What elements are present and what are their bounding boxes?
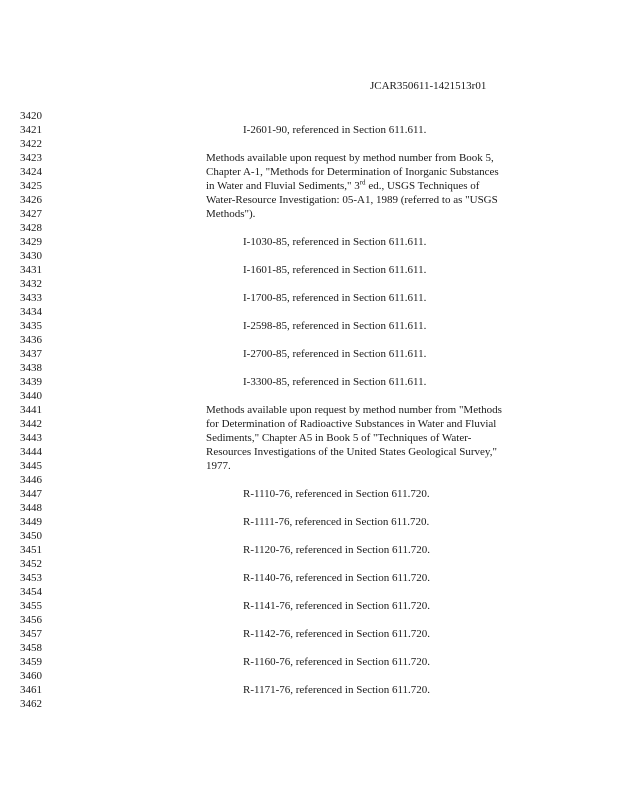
reference-entry: I-2601-90, referenced in Section 611.611.	[243, 124, 427, 136]
line-number: 3432	[20, 278, 42, 290]
paragraph-line: Resources Investigations of the United States Geological Survey,"	[206, 446, 497, 458]
line-number: 3436	[20, 334, 42, 346]
line-number: 3441	[20, 404, 42, 416]
line-number: 3427	[20, 208, 42, 220]
reference-entry: I-2598-85, referenced in Section 611.611.	[243, 320, 427, 332]
line-number: 3421	[20, 124, 42, 136]
reference-entry: I-1601-85, referenced in Section 611.611.	[243, 264, 427, 276]
line-number: 3439	[20, 376, 42, 388]
reference-entry: R-1141-76, referenced in Section 611.720.	[243, 600, 431, 612]
line-number: 3440	[20, 390, 42, 402]
line-number: 3449	[20, 516, 42, 528]
reference-entry: I-1030-85, referenced in Section 611.611.	[243, 236, 427, 248]
paragraph-line: Methods available upon request by method number from Book 5,	[206, 152, 494, 164]
line-number: 3434	[20, 306, 42, 318]
reference-entry: R-1142-76, referenced in Section 611.720.	[243, 628, 431, 640]
line-number: 3431	[20, 264, 42, 276]
line-number: 3423	[20, 152, 42, 164]
line-number: 3455	[20, 600, 42, 612]
reference-entry: R-1171-76, referenced in Section 611.720.	[243, 684, 431, 696]
line-number: 3457	[20, 628, 42, 640]
line-number: 3437	[20, 348, 42, 360]
paragraph-line: Water-Resource Investigation: 05-A1, 1989 (referred to as "USGS	[206, 194, 498, 206]
line-number: 3426	[20, 194, 42, 206]
line-number: 3448	[20, 502, 42, 514]
line-number: 3442	[20, 418, 42, 430]
line-number: 3438	[20, 362, 42, 374]
line-number: 3451	[20, 544, 42, 556]
line-number: 3424	[20, 166, 42, 178]
reference-entry: R-1120-76, referenced in Section 611.720.	[243, 544, 431, 556]
line-number: 3446	[20, 474, 42, 486]
line-number: 3433	[20, 292, 42, 304]
paragraph-text: ed., USGS Techniques of	[365, 180, 480, 192]
line-number: 3430	[20, 250, 42, 262]
paragraph-line: Chapter A-1, "Methods for Determination of Inorganic Substances	[206, 166, 499, 178]
reference-entry: I-1700-85, referenced in Section 611.611.	[243, 292, 427, 304]
reference-entry: I-2700-85, referenced in Section 611.611.	[243, 348, 427, 360]
line-number: 3454	[20, 586, 42, 598]
line-number: 3460	[20, 670, 42, 682]
line-number: 3459	[20, 656, 42, 668]
line-number: 3443	[20, 432, 42, 444]
document-header: JCAR350611-1421513r01	[370, 80, 487, 92]
paragraph-line	[206, 179, 479, 193]
line-number: 3420	[20, 110, 42, 122]
line-number: 3458	[20, 642, 42, 654]
paragraph-line: Methods available upon request by method number from "Methods	[206, 404, 502, 416]
reference-entry: R-1140-76, referenced in Section 611.720.	[243, 572, 431, 584]
line-number: 3462	[20, 698, 42, 710]
superscript: rd	[359, 178, 366, 187]
paragraph-text: in Water and Fluvial Sediments," 3	[206, 180, 360, 192]
reference-entry: R-1160-76, referenced in Section 611.720.	[243, 656, 431, 668]
line-number: 3450	[20, 530, 42, 542]
line-number: 3456	[20, 614, 42, 626]
line-number: 3461	[20, 684, 42, 696]
line-number: 3445	[20, 460, 42, 472]
reference-entry: R-1111-76, referenced in Section 611.720.	[243, 516, 430, 528]
line-number: 3435	[20, 320, 42, 332]
paragraph-line: Methods").	[206, 208, 256, 220]
paragraph-line: Sediments," Chapter A5 in Book 5 of "Techniques of Water-	[206, 432, 472, 444]
line-number: 3429	[20, 236, 42, 248]
paragraph-line: for Determination of Radioactive Substances in Water and Fluvial	[206, 418, 497, 430]
line-number: 3447	[20, 488, 42, 500]
line-number: 3422	[20, 138, 42, 150]
reference-entry: I-3300-85, referenced in Section 611.611.	[243, 376, 427, 388]
reference-entry: R-1110-76, referenced in Section 611.720.	[243, 488, 430, 500]
line-number: 3428	[20, 222, 42, 234]
line-number: 3452	[20, 558, 42, 570]
line-number: 3453	[20, 572, 42, 584]
paragraph-line: 1977.	[206, 460, 231, 472]
line-number: 3444	[20, 446, 42, 458]
line-number: 3425	[20, 180, 42, 192]
